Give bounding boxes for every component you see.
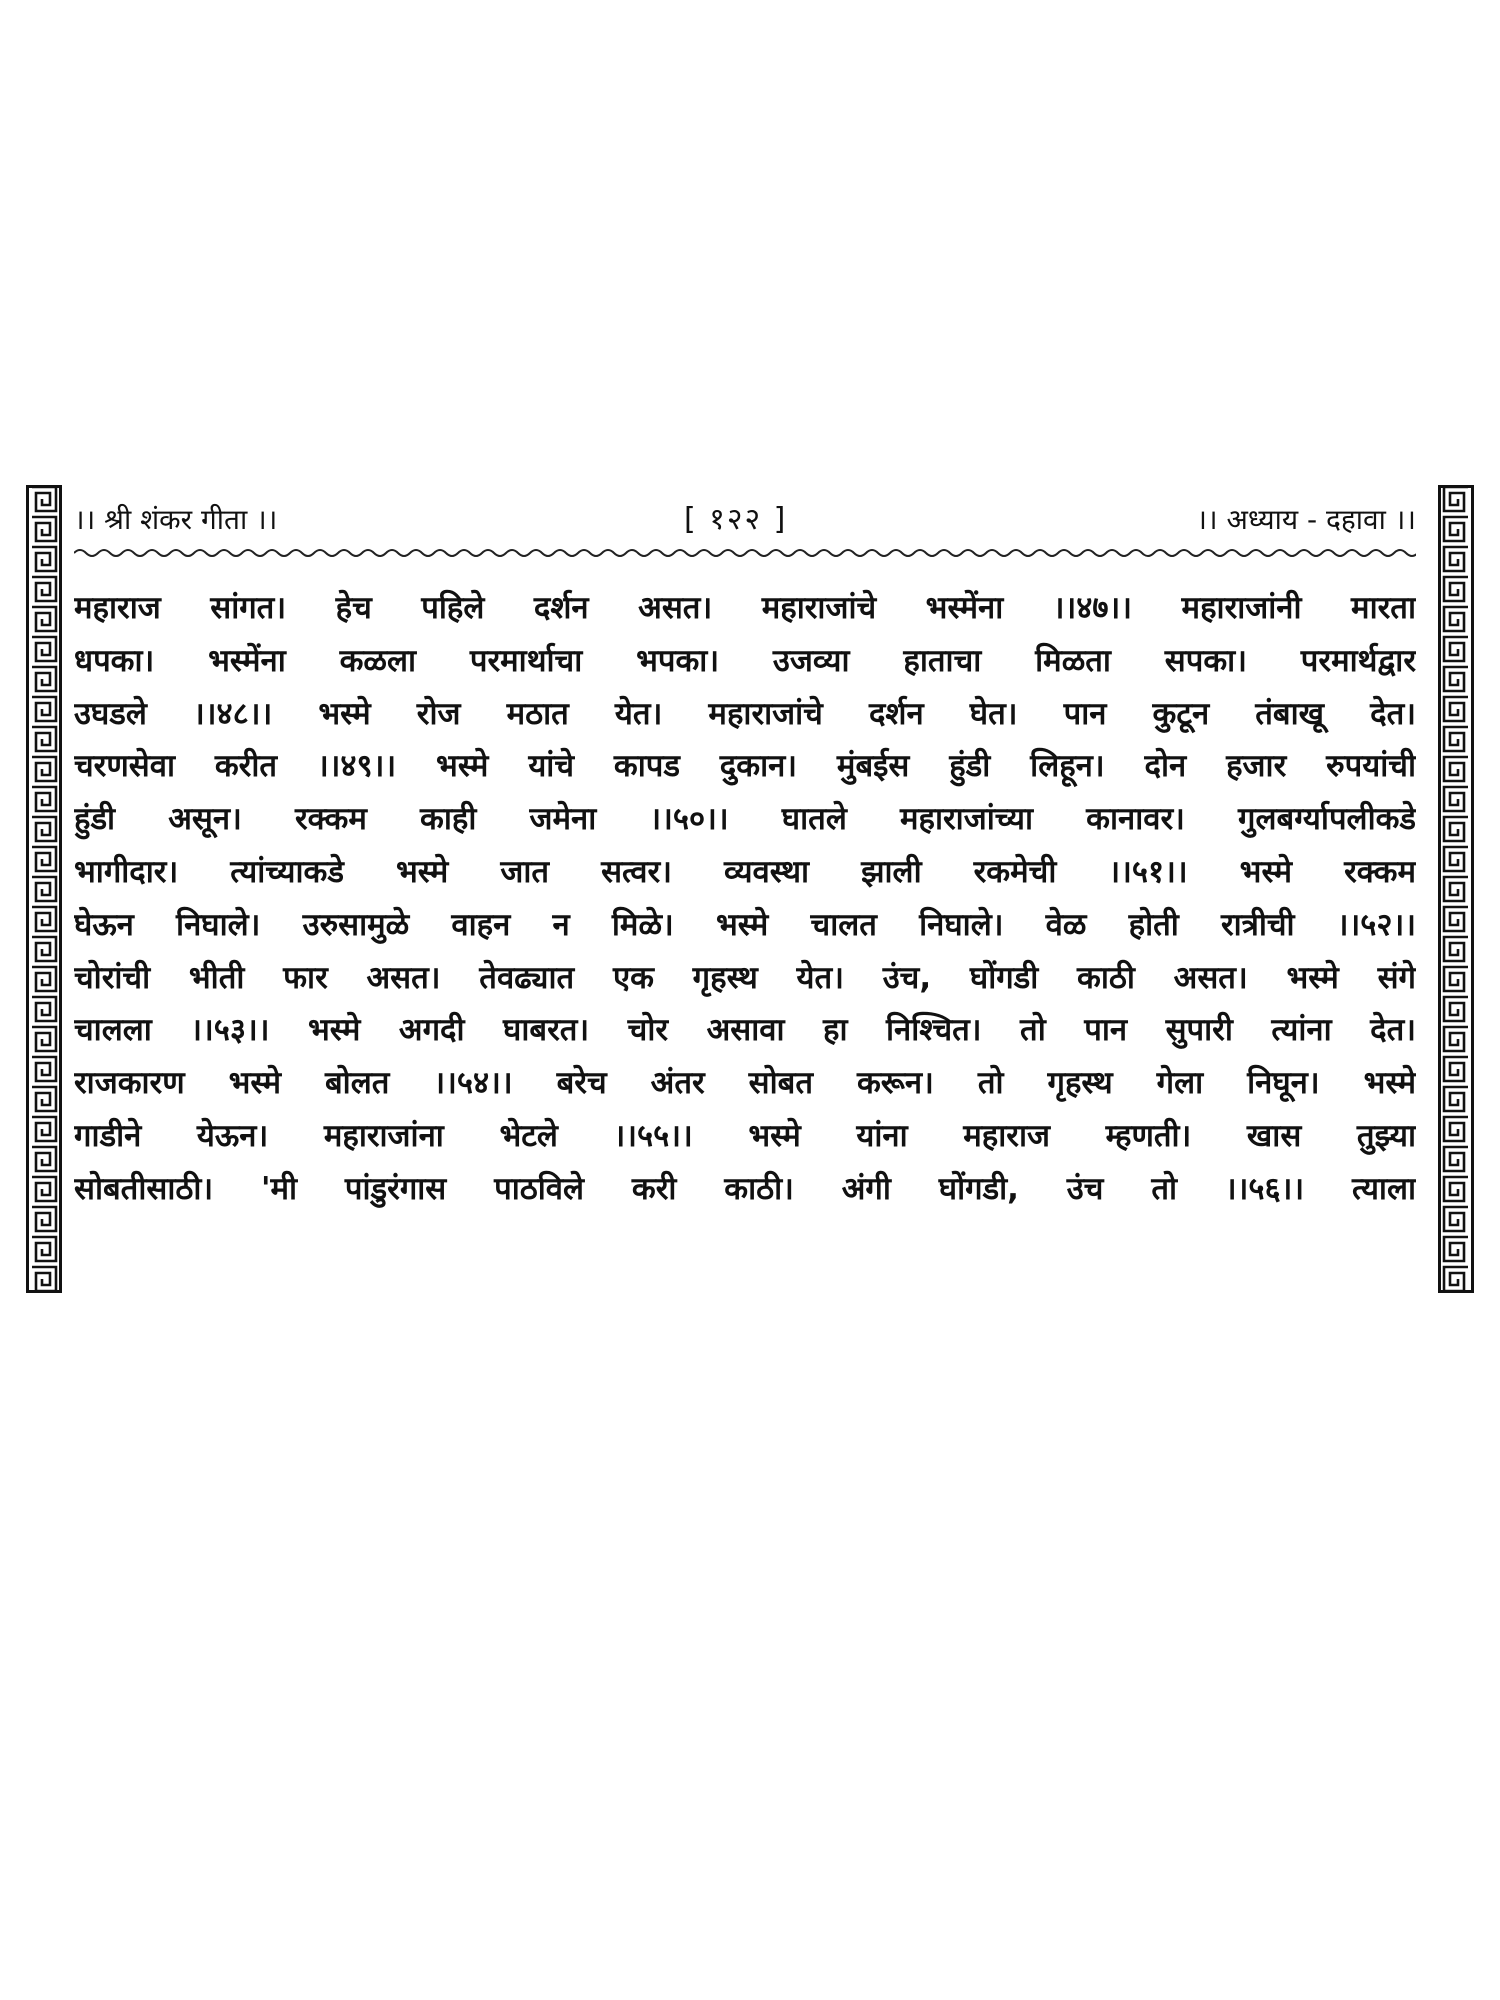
text-line: चरणसेवा करीत ।।४९।। भस्मे यांचे कापड दुकान। मुंबईस हुंडी लिहून। दोन हजार रुपयांची	[74, 748, 1416, 785]
text-line: घेऊन निघाले। उरुसामुळे वाहन न मिळे। भस्मे चालत निघाले। वेळ होती रात्रीची ।।५२।।	[74, 906, 1416, 943]
text-line: भागीदार। त्यांच्याकडे भस्मे जात सत्वर। व्यवस्था झाली रकमेची ।।५१।। भस्मे रक्कम	[74, 853, 1416, 890]
verse-text	[74, 582, 1416, 1216]
text-line: गाडीने येऊन। महाराजांना भेटले ।।५५।। भस्मे यांना महाराज म्हणती। खास तुझ्या	[74, 1117, 1416, 1154]
text-line: महाराज सांगत। हेच पहिले दर्शन असत। महाराजांचे भस्मेंना ।।४७।। महाराजांनी मारता	[74, 590, 1416, 626]
chapter-title: ।। अध्याय - दहावा ।।	[1196, 503, 1416, 536]
text-line: सोबतीसाठी। 'मी पांडुरंगास पाठविले करी काठी। अंगी घोंगडी, उंच तो ।।५६।। त्याला	[74, 1170, 1416, 1207]
text-line: धपका। भस्मेंना कळला परमार्थाचा भपका। उजव्या हाताचा मिळता सपका। परमार्थद्वार	[74, 642, 1416, 679]
text-line: उघडले ।।४८।। भस्मे रोज मठात येत। महाराजांचे दर्शन घेत। पान कुटून तंबाखू देत।	[74, 695, 1416, 732]
wavy-divider	[74, 546, 1416, 560]
text-line: राजकारण भस्मे बोलत ।।५४।। बरेच अंतर सोबत करून। तो गृहस्थ गेला निघून। भस्मे	[74, 1065, 1416, 1102]
text-line: चालला ।।५३।। भस्मे अगदी घाबरत। चोर असावा हा निश्चित। तो पान सुपारी त्यांना देत।	[74, 1012, 1416, 1049]
text-line: चोरांची भीती फार असत। तेवढ्यात एक गृहस्थ येत। उंच, घोंगडी काठी असत। भस्मे संगे	[74, 959, 1416, 996]
page-number: [ १२२ ]	[684, 502, 788, 537]
book-title: ।। श्री शंकर गीता ।।	[74, 503, 278, 536]
running-header	[74, 500, 1416, 540]
left-greek-key-border	[26, 485, 62, 1293]
right-greek-key-border	[1438, 485, 1474, 1293]
text-line: हुंडी असून। रक्कम काही जमेना ।।५०।। घातले महाराजांच्या कानावर। गुलबर्ग्यापलीकडे	[74, 801, 1416, 838]
